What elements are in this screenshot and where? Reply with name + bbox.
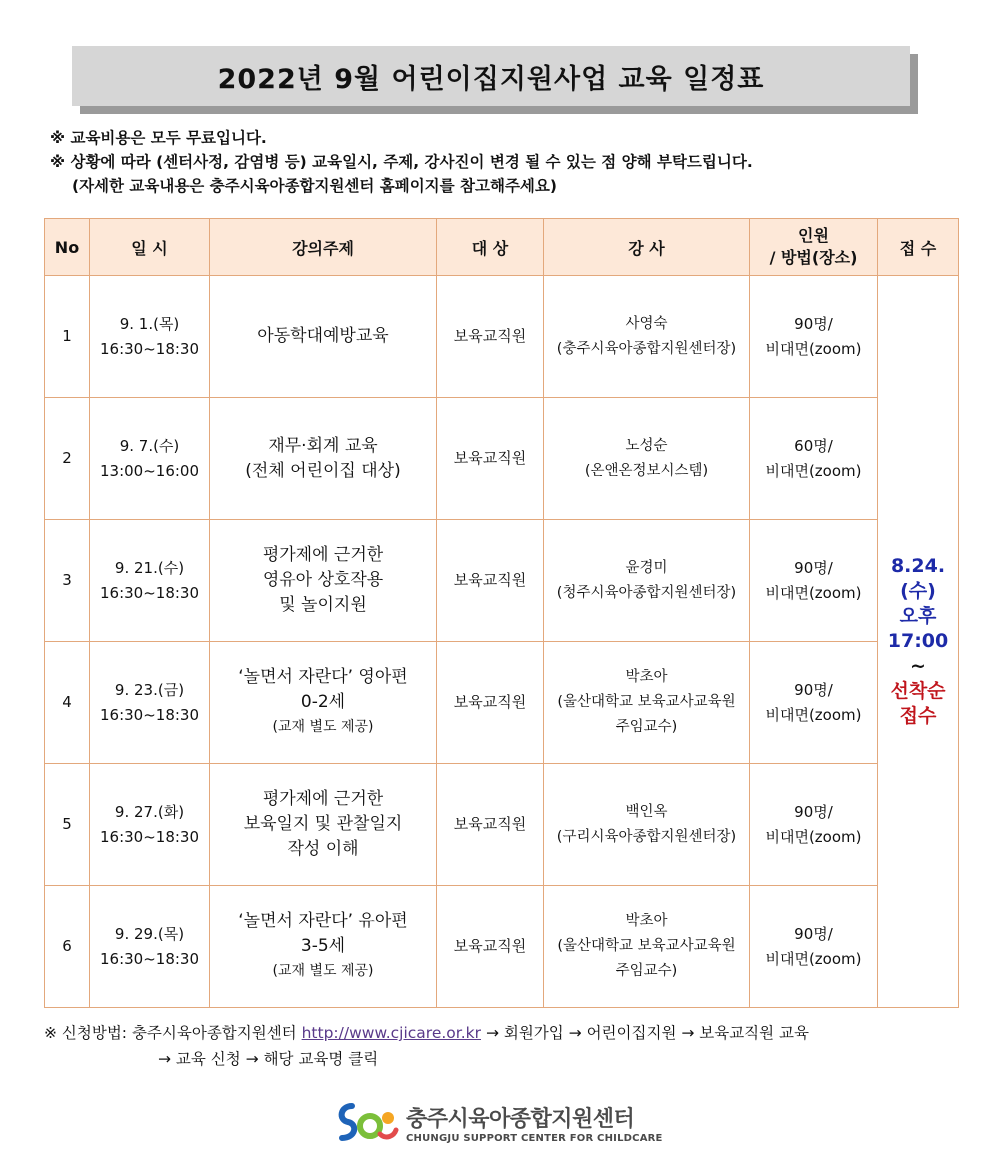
topic-age: 0-2세 xyxy=(300,692,346,712)
instructor-affiliation: (충주시육아종합지원센터장) xyxy=(556,340,737,357)
instructor-affiliation: (온앤온정보시스템) xyxy=(584,462,709,479)
cell-instructor xyxy=(544,520,750,642)
cell-date: 9. 23.(금) xyxy=(114,680,185,699)
table-row xyxy=(45,398,959,520)
instructor-affiliation: (울산대학교 보육교사교육원 xyxy=(557,694,736,710)
capacity-method: 비대면(zoom) xyxy=(765,339,862,358)
cell-topic xyxy=(210,276,437,398)
application-method xyxy=(44,1020,809,1072)
reception-time: 17:00 xyxy=(887,630,949,652)
capacity-count: 90명/ xyxy=(794,802,833,821)
reception-first-come: 선착순 xyxy=(890,680,946,702)
cell-capacity xyxy=(750,642,878,764)
topic-line: 평가제에 근거한 xyxy=(262,789,384,809)
apply-steps: → 회원가입 → 어린이집지원 → 보육교직원 교육 xyxy=(485,1024,810,1042)
apply-prefix: ※ 신청방법: 충주시육아종합지원센터 xyxy=(44,1024,297,1042)
homepage-link[interactable]: http://www.cjicare.or.kr xyxy=(301,1024,481,1042)
capacity-method: 비대면(zoom) xyxy=(765,705,862,724)
notice-block xyxy=(50,126,753,198)
capacity-count: 60명/ xyxy=(794,436,833,455)
header-datetime: 일 시 xyxy=(90,219,210,276)
capacity-count: 90명/ xyxy=(794,314,833,333)
topic-line: ‘놀면서 자란다’ 유아편 xyxy=(238,911,408,931)
cell-time: 16:30~18:30 xyxy=(99,339,200,358)
cell-topic xyxy=(210,764,437,886)
cell-topic xyxy=(210,520,437,642)
cell-date: 9. 29.(목) xyxy=(114,924,185,943)
reception-weekday: (수) xyxy=(900,580,936,602)
instructor-position: 주임교수) xyxy=(615,719,678,735)
topic-line: 영유아 상호작용 xyxy=(262,570,384,590)
cell-no: 2 xyxy=(45,398,90,520)
cell-time: 13:00~16:00 xyxy=(99,461,200,480)
cell-capacity xyxy=(750,398,878,520)
schedule-table xyxy=(44,218,959,1008)
cell-time: 16:30~18:30 xyxy=(99,705,200,724)
table-row xyxy=(45,276,959,398)
reception-tilde: ~ xyxy=(910,655,926,677)
cell-instructor xyxy=(544,886,750,1008)
header-reception: 접 수 xyxy=(878,219,959,276)
topic-note: (교재 별도 제공) xyxy=(272,963,374,979)
cell-no: 5 xyxy=(45,764,90,886)
capacity-method: 비대면(zoom) xyxy=(765,949,862,968)
topic-line: (전체 어린이집 대상) xyxy=(245,460,401,481)
header-no: No xyxy=(45,219,90,276)
center-logo xyxy=(334,1098,663,1148)
center-name-kr: 충주시육아종합지원센터 xyxy=(406,1107,635,1132)
cell-no: 1 xyxy=(45,276,90,398)
table-row xyxy=(45,520,959,642)
topic-line: 평가제에 근거한 xyxy=(262,545,384,565)
cell-datetime xyxy=(90,276,210,398)
capacity-count: 90명/ xyxy=(794,680,833,699)
center-logo-icon xyxy=(334,1098,402,1148)
header-instructor: 강 사 xyxy=(544,219,750,276)
header-capacity-line1: 인원 xyxy=(798,226,829,245)
capacity-count: 90명/ xyxy=(794,558,833,577)
instructor-name: 박초아 xyxy=(625,669,668,685)
cell-instructor xyxy=(544,398,750,520)
center-name-en: CHUNGJU SUPPORT CENTER FOR CHILDCARE xyxy=(406,1133,663,1144)
cell-time: 16:30~18:30 xyxy=(99,583,200,602)
cell-topic xyxy=(210,642,437,764)
cell-time: 16:30~18:30 xyxy=(99,827,200,846)
cell-reception xyxy=(878,276,959,1008)
cell-topic xyxy=(210,398,437,520)
capacity-method: 비대면(zoom) xyxy=(765,827,862,846)
cell-datetime xyxy=(90,398,210,520)
cell-target: 보육교직원 xyxy=(437,276,544,398)
cell-target: 보육교직원 xyxy=(437,642,544,764)
cell-target: 보육교직원 xyxy=(437,398,544,520)
page-title: 2022년 9월 어린이집지원사업 교육 일정표 xyxy=(72,46,910,106)
topic-line: 재무·회계 교육 xyxy=(268,435,378,456)
reception-ampm: 오후 xyxy=(899,605,937,627)
topic-line: 및 놀이지원 xyxy=(279,595,367,615)
table-row xyxy=(45,886,959,1008)
cell-instructor xyxy=(544,764,750,886)
notice-change: ※ 상황에 따라 (센터사정, 감염병 등) 교육일시, 주제, 강사진이 변경 될 수 있는 점 양해 부탁드립니다. xyxy=(50,153,753,171)
cell-instructor xyxy=(544,642,750,764)
apply-line2: → 교육 신청 → 해당 교육명 클릭 xyxy=(158,1050,379,1068)
cell-target: 보육교직원 xyxy=(437,520,544,642)
cell-datetime xyxy=(90,520,210,642)
instructor-name: 노성순 xyxy=(625,437,668,454)
cell-datetime xyxy=(90,886,210,1008)
cell-topic xyxy=(210,886,437,1008)
instructor-affiliation: (울산대학교 보육교사교육원 xyxy=(557,938,736,954)
cell-target: 보육교직원 xyxy=(437,886,544,1008)
cell-no: 6 xyxy=(45,886,90,1008)
capacity-method: 비대면(zoom) xyxy=(765,583,862,602)
instructor-affiliation: (구리시육아종합지원센터장) xyxy=(556,828,737,845)
reception-date: 8.24. xyxy=(890,555,946,577)
instructor-position: 주임교수) xyxy=(615,963,678,979)
header-capacity-line2: / 방법(장소) xyxy=(769,248,858,267)
capacity-method: 비대면(zoom) xyxy=(765,461,862,480)
header-target: 대 상 xyxy=(437,219,544,276)
cell-capacity xyxy=(750,886,878,1008)
cell-target: 보육교직원 xyxy=(437,764,544,886)
cell-no: 4 xyxy=(45,642,90,764)
cell-capacity xyxy=(750,520,878,642)
apply-line1 xyxy=(44,1020,809,1046)
instructor-name: 윤경미 xyxy=(625,559,668,576)
table-row xyxy=(45,642,959,764)
cell-datetime xyxy=(90,764,210,886)
instructor-name: 사영숙 xyxy=(625,315,668,332)
cell-capacity xyxy=(750,276,878,398)
reception-accept: 접수 xyxy=(899,705,937,727)
center-logo-text xyxy=(406,1102,663,1144)
cell-time: 16:30~18:30 xyxy=(99,949,200,968)
topic-line: 아동학대예방교육 xyxy=(257,326,389,346)
cell-instructor xyxy=(544,276,750,398)
cell-datetime xyxy=(90,642,210,764)
cell-date: 9. 7.(수) xyxy=(119,436,180,455)
topic-line: 보육일지 및 관찰일지 xyxy=(243,814,403,834)
cell-no: 3 xyxy=(45,520,90,642)
header-capacity xyxy=(750,219,878,276)
header-topic: 강의주제 xyxy=(210,219,437,276)
cell-date: 9. 21.(수) xyxy=(114,558,185,577)
instructor-name: 박초아 xyxy=(625,913,668,929)
table-row xyxy=(45,764,959,886)
cell-capacity xyxy=(750,764,878,886)
instructor-name: 백인옥 xyxy=(625,803,668,820)
capacity-count: 90명/ xyxy=(794,924,833,943)
topic-note: (교재 별도 제공) xyxy=(272,719,374,735)
cell-date: 9. 27.(화) xyxy=(114,802,185,821)
topic-age: 3-5세 xyxy=(300,936,346,956)
topic-line: ‘놀면서 자란다’ 영아편 xyxy=(238,667,408,687)
notice-homepage: (자세한 교육내용은 충주시육아종합지원센터 홈페이지를 참고해주세요) xyxy=(72,177,557,195)
cell-date: 9. 1.(목) xyxy=(119,314,180,333)
instructor-affiliation: (청주시육아종합지원센터장) xyxy=(556,584,737,601)
table-header-row xyxy=(45,219,959,276)
topic-line: 작성 이해 xyxy=(287,839,359,859)
notice-free: ※ 교육비용은 모두 무료입니다. xyxy=(50,129,267,147)
